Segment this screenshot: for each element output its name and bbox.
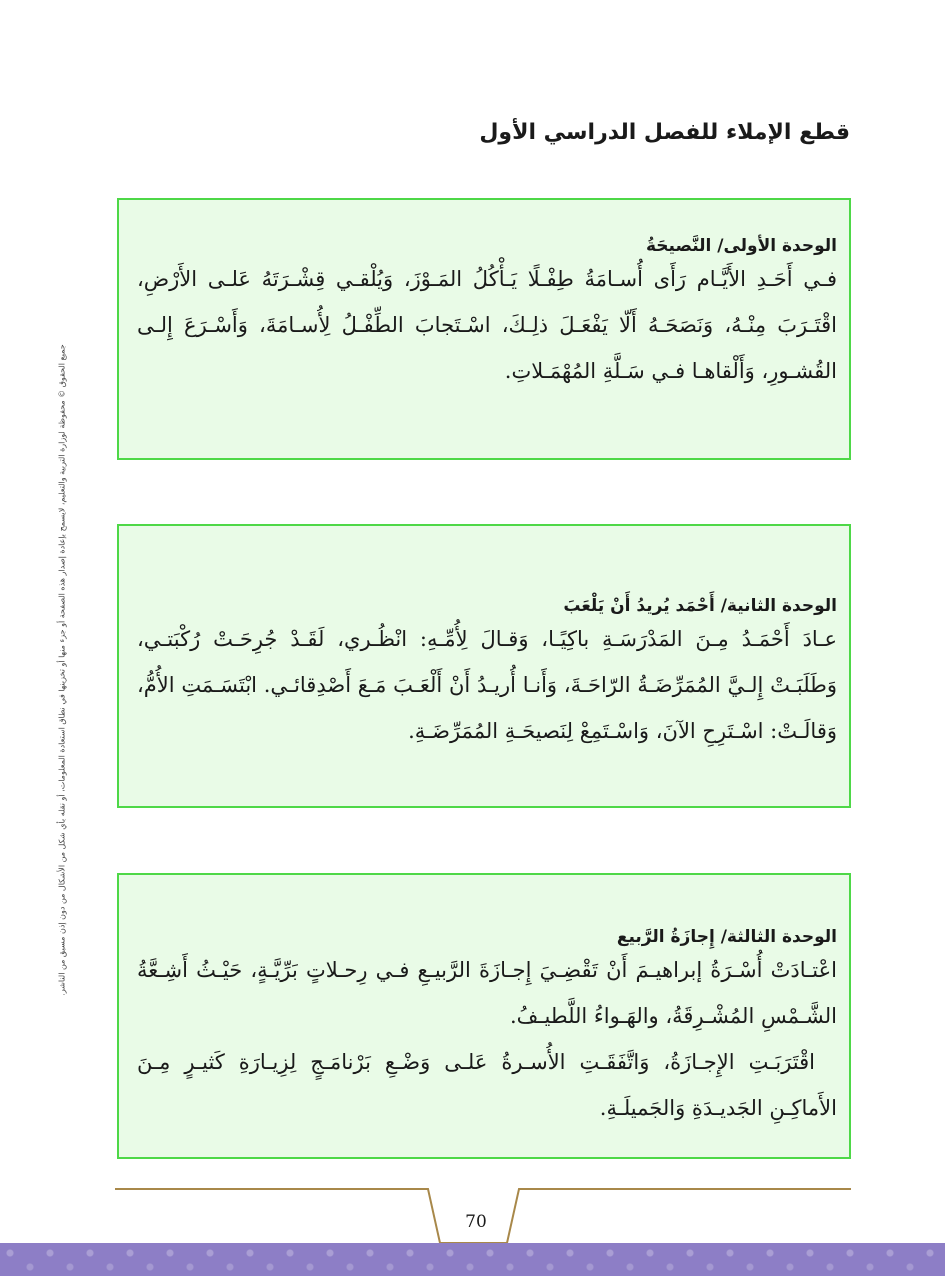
page-number: 70 bbox=[465, 1212, 487, 1232]
passage-paragraph: اعْتـادَتْ أُسْـرَةُ إبراهيـمَ أَنْ تَقْضِـيَ إِجـازَةَ الرَّبيـعِ فـي رِحـلاتٍ بَرِّيَّـةٍ، حَيْـثُ أَشِـعَّةُ الشَّـمْسِ المُشْـرِقَةُ، والهَـواءُ اللَّطيـفُ. bbox=[137, 958, 837, 1028]
unit-title: الوحدة الأولى/ النَّصيحَةُ bbox=[645, 236, 837, 256]
decorative-footer-band bbox=[0, 1243, 945, 1276]
passage-paragraph: اقْتَرَبَـتِ الإِجـازَةُ، وَاتَّفَقَـتِ الأُسـرةُ عَلـى وَضْـعِ بَرْنامَـجٍ لِزِيـارَةِ كَثيـرٍ مِـنَ الأَماكِـنِ الجَديـدَةِ وَالجَميلَـةِ. bbox=[137, 1050, 837, 1120]
unit-title: الوحدة الثانية/ أَحْمَد يُريدُ أَنْ يَلْعَبَ bbox=[563, 596, 837, 616]
passage-paragraph: عـادَ أَحْمَـدُ مِـنَ المَدْرَسَـةِ باكِيًـا، وَقـالَ لِأُمِّـهِ: انْظُـري، لَقَـدْ جُرِحَـتْ رُكْبَتـي، وَطَلَبَـتْ إِلـيَّ المُمَرِّضَـةُ الرّاحَـةَ، وَأَنـا أُريـدُ أَنْ أَلْعَـبَ مَـعَ أَصْدِقائـي. ابْتَسَـمَتِ الأُمُّ، وَقالَـتْ: اسْـتَرِحِ الآنَ، وَاسْـتَمِعْ لِنَصيحَـةِ المُمَرِّضَـةِ. bbox=[137, 627, 837, 743]
copyright-note: جميع الحقوق © محفوظة لوزارة التربية والتعليم، لايسمح بإعادة إصدار هذه الصفحة أو جزء منها أو تخزينها في نطاق استعادة المعلومات، أو نقله بأي شكل من الأشكال من دون إذن مسبق من الناشر. bbox=[57, 344, 67, 996]
unit-title: الوحدة الثالثة/ إِجازَةُ الرَّبيع bbox=[616, 927, 837, 947]
passage-paragraph: فـي أَحَـدِ الأَيَّـام رَأَى أُسـامَةُ طِفْـلًا يَـأْكُلُ المَـوْزَ، وَيُلْقـي قِشْـرَتَهُ عَلـى الأَرْضِ، اقْتَـرَبَ مِنْـهُ، وَنَصَحَـهُ أَلّا يَفْعَـلَ ذلِـكَ، اسْـتَجابَ الطِّفْـلُ لِأُسـامَةَ، وَأَسْـرَعَ إِلـى القُشـورِ، وَأَلْقاهـا فـي سَـلَّةِ المُهْمَـلاتِ. bbox=[137, 267, 837, 383]
page-title: قطع الإملاء للفصل الدراسي الأول bbox=[479, 120, 850, 145]
